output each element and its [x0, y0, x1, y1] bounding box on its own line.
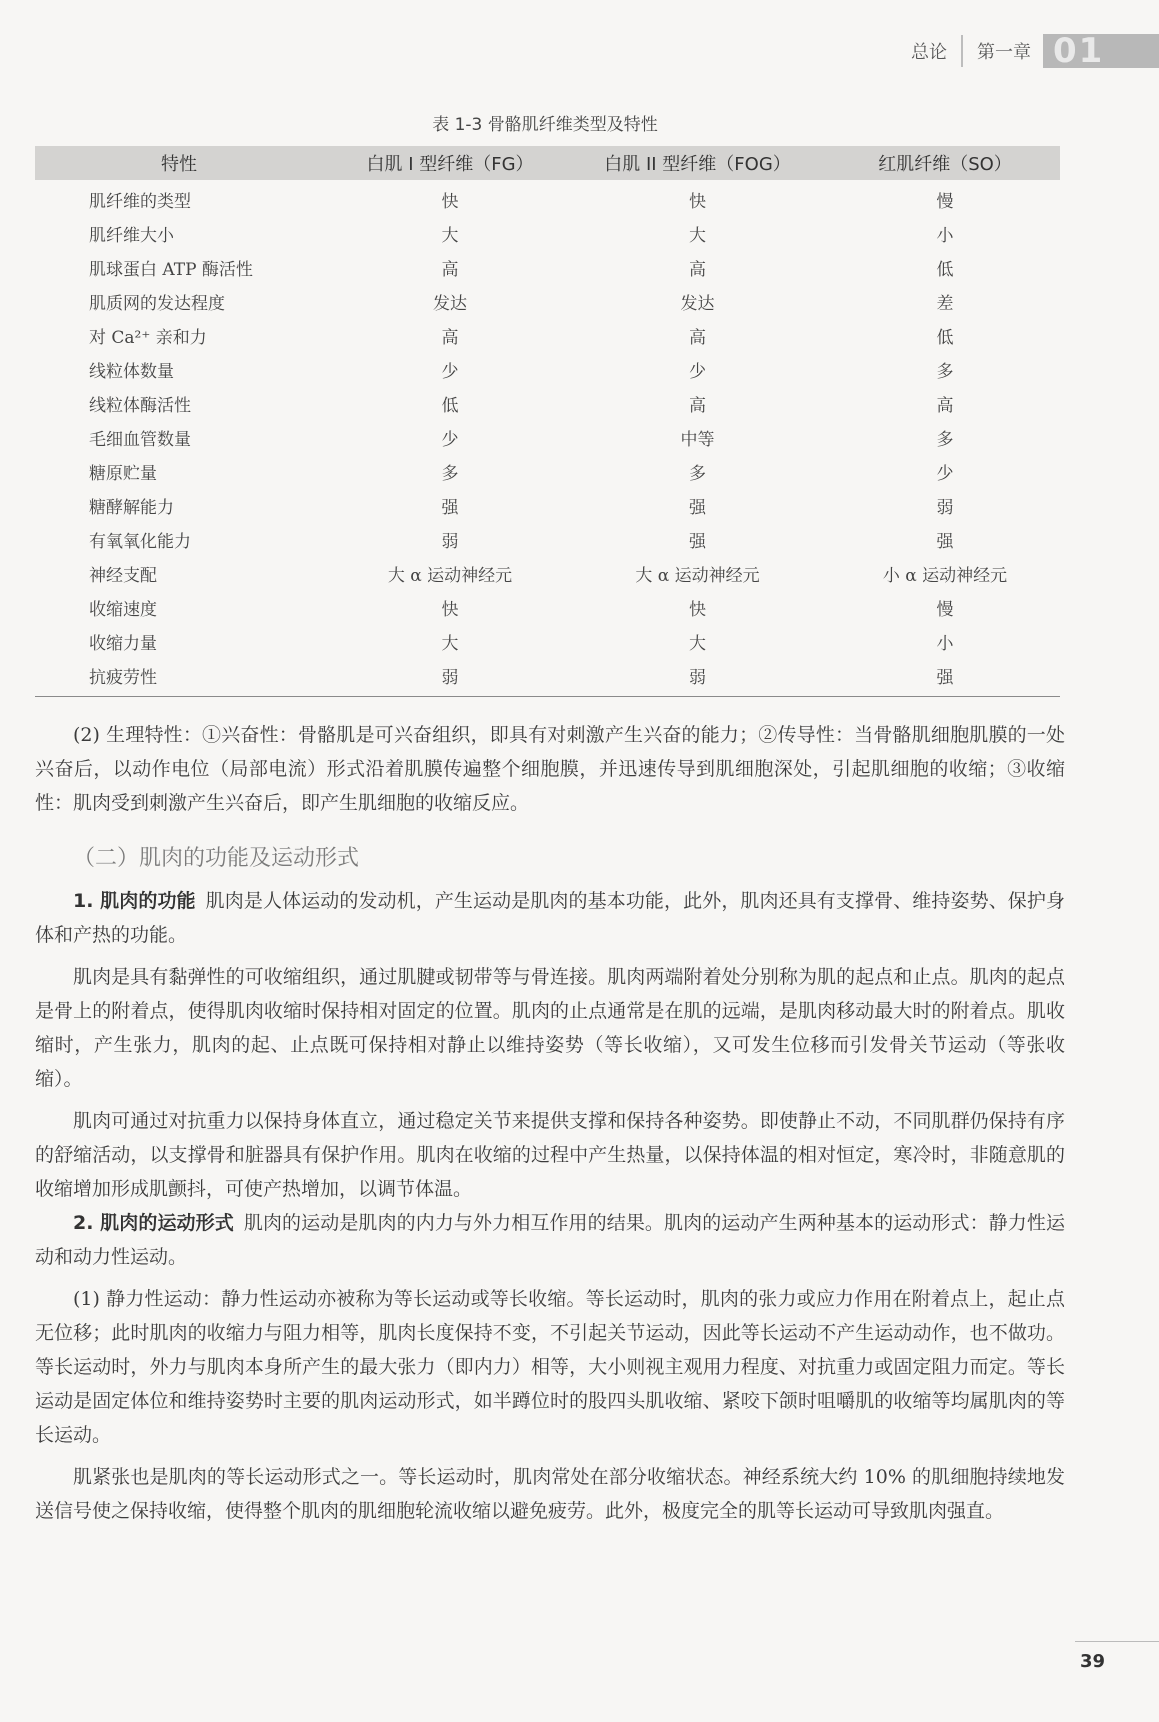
paragraph-static-movement: (1) 静力性运动：静力性运动亦被称为等长运动或等长收缩。等长运动时，肌肉的张力或应力作用在附着点上，起止点无位移；此时肌肉的收缩力与阻力相等，肌肉长度保持不变，不引起关节运动，因此等长运动不产生运动动作，也不做功。等长运动时，外力与肌肉本身所产生的最大张力（即内力）相等，大小则视主观用力程度、对抗重力或固定阻力而定。等长运动是固定体位和维持姿势时主要的肌肉运动形式，如半蹲位时的股四头肌收缩、紧咬下颌时咀嚼肌的收缩等均属肌肉的等长运动。	[35, 1288, 1065, 1446]
table-cell: 多	[689, 463, 706, 484]
table-cell: 低	[936, 259, 954, 280]
table-cell: 中等	[680, 429, 715, 450]
table-cell: 大	[689, 225, 706, 246]
table-cell: 肌球蛋白 ATP 酶活性	[89, 259, 253, 280]
table-row	[35, 420, 1060, 454]
table-cell: 高	[441, 327, 459, 348]
table-cell: 强	[936, 667, 954, 688]
table-cell: 线粒体数量	[89, 361, 174, 382]
table-cell: 慢	[936, 599, 954, 620]
table-row	[35, 624, 1060, 658]
table-header-cell: 白肌 I 型纤维（FG）	[366, 154, 534, 175]
subsection-title-movement: 2. 肌肉的运动形式	[73, 1212, 234, 1234]
table-cell: 发达	[680, 293, 715, 314]
header-divider	[961, 35, 963, 67]
table-cell: 少	[689, 361, 706, 382]
table-caption: 表 1-3 骨骼肌纤维类型及特性	[432, 115, 658, 135]
table-cell: 少	[441, 361, 459, 382]
table-cell: 发达	[433, 293, 467, 314]
table-row	[35, 454, 1060, 488]
table-cell: 肌质网的发达程度	[89, 293, 225, 314]
table-cell: 多	[441, 463, 459, 484]
table-cell: 弱	[689, 667, 706, 688]
paragraph-gravity: 肌肉可通过对抗重力以保持身体直立，通过稳定关节来提供支撑和保持各种姿势。即使静止不动，不同肌群仍保持有序的舒缩活动，以支撑骨和脏器具有保护作用。肌肉在收缩的过程中产生热量，以保持体温的相对恒定，寒冷时，非随意肌的收缩增加形成肌颤抖，可使产热增加，以调节体温。	[35, 1110, 1065, 1200]
table-cell: 小 α 运动神经元	[882, 565, 1008, 586]
table-row	[35, 284, 1060, 318]
table-cell: 弱	[936, 497, 954, 518]
table-row	[35, 216, 1060, 250]
running-header	[911, 31, 1159, 71]
table-row	[35, 182, 1060, 216]
table-cell: 收缩速度	[89, 599, 157, 620]
table-cell: 糖酵解能力	[89, 497, 174, 518]
paragraph-viscoelastic: 肌肉是具有黏弹性的可收缩组织，通过肌腱或韧带等与骨连接。肌肉两端附着处分别称为肌的起点和止点。肌肉的起点是骨上的附着点，使得肌肉收缩时保持相对固定的位置。肌肉的止点通常是在肌的远端，是肌肉移动最大时的附着点。肌收缩时，产生张力，肌肉的起、止点既可保持相对静止以维持姿势（等长收缩），又可发生位移而引发骨关节运动（等张收缩）。	[35, 966, 1065, 1090]
table-cell: 少	[936, 463, 954, 484]
paragraph-muscle-function	[35, 884, 1065, 952]
table-cell: 强	[936, 531, 954, 552]
paragraph-text: 肌肉的运动是肌肉的内力与外力相互作用的结果。肌肉的运动产生两种基本的运动形式：静力性运动和动力性运动。	[35, 1212, 1065, 1268]
table-header-row	[35, 146, 1060, 180]
table-cell: 慢	[936, 191, 954, 212]
paragraph-muscle-tension: 肌紧张也是肌肉的等长运动形式之一。等长运动时，肌肉常处在部分收缩状态。神经系统大约 10% 的肌细胞持续地发送信号使之保持收缩，使得整个肌肉的肌细胞轮流收缩以避免疲劳。此外，极度完全的肌等长运动可导致肌肉强直。	[35, 1466, 1065, 1522]
table-cell: 大	[689, 633, 706, 654]
table-cell: 小	[936, 225, 954, 246]
table-cell: 弱	[441, 531, 459, 552]
table-cell: 差	[936, 293, 954, 314]
table-cell: 对 Ca²⁺ 亲和力	[89, 327, 207, 348]
table-row	[35, 352, 1060, 386]
table-body	[35, 180, 1060, 697]
table-row	[35, 488, 1060, 522]
table-row	[35, 318, 1060, 352]
table-row	[35, 250, 1060, 284]
paragraph-movement-forms	[35, 1206, 1065, 1274]
paragraph-physiological-properties: (2) 生理特性：①兴奋性：骨骼肌是可兴奋组织，即具有对刺激产生兴奋的能力；②传导性：当骨骼肌细胞肌膜的一处兴奋后，以动作电位（局部电流）形式沿着肌膜传遍整个细胞膜，并迅速传导到肌细胞深处，引起肌细胞的收缩；③收缩性：肌肉受到刺激产生兴奋后，即产生肌细胞的收缩反应。	[35, 724, 1065, 814]
table-cell: 糖原贮量	[89, 463, 157, 484]
table-cell: 高	[936, 395, 954, 416]
table-cell: 毛细血管数量	[89, 429, 191, 450]
table-cell: 高	[689, 327, 706, 348]
table-cell: 少	[441, 429, 459, 450]
table-cell: 强	[689, 497, 706, 518]
table-row	[35, 590, 1060, 624]
table-cell: 高	[689, 395, 706, 416]
table-cell: 低	[441, 395, 459, 416]
table-cell: 快	[441, 191, 459, 212]
table-cell: 有氧氧化能力	[89, 531, 191, 552]
body-text	[35, 718, 1065, 1528]
table-cell: 大	[441, 225, 459, 246]
table-cell: 快	[689, 191, 706, 212]
table-cell: 大	[441, 633, 459, 654]
page-number: 39	[1080, 1651, 1106, 1672]
chapter-number-badge: 01	[1043, 34, 1159, 68]
table-cell: 肌纤维大小	[89, 225, 174, 246]
fiber-type-table	[35, 146, 1060, 697]
table-cell: 快	[441, 599, 459, 620]
table-cell: 大 α 运动神经元	[387, 565, 513, 586]
table-row	[35, 386, 1060, 420]
table-cell: 大 α 运动神经元	[635, 565, 760, 586]
table-cell: 多	[936, 361, 954, 382]
table-header-cell: 特性	[161, 154, 197, 175]
table-cell: 低	[936, 327, 954, 348]
table-cell: 快	[689, 599, 706, 620]
table-cell: 弱	[441, 667, 459, 688]
table-cell: 肌纤维的类型	[89, 191, 191, 212]
table-cell: 多	[936, 429, 954, 450]
table-cell: 线粒体酶活性	[89, 395, 191, 416]
footer-rule	[1075, 1641, 1159, 1642]
table-cell: 强	[441, 497, 459, 518]
table-cell: 高	[689, 259, 706, 280]
table-cell: 强	[689, 531, 706, 552]
table-cell: 高	[441, 259, 459, 280]
paragraph-text: 肌肉是人体运动的发动机，产生运动是肌肉的基本功能，此外，肌肉还具有支撑骨、维持姿势、保护身体和产热的功能。	[35, 890, 1065, 946]
section-heading: （二）肌肉的功能及运动形式	[73, 846, 360, 871]
header-chapter-title: 第一章	[977, 42, 1031, 63]
table-row	[35, 556, 1060, 590]
table-row	[35, 658, 1060, 692]
table-cell: 小	[936, 633, 954, 654]
table-cell: 收缩力量	[89, 633, 157, 654]
table-header-cell: 红肌纤维（SO）	[878, 154, 1012, 175]
table-row	[35, 522, 1060, 556]
header-section-title: 总论	[911, 42, 947, 63]
subsection-title-function: 1. 肌肉的功能	[73, 890, 196, 912]
table-cell: 神经支配	[89, 565, 157, 586]
table-header-cell: 白肌 II 型纤维（FOG）	[604, 154, 791, 175]
table-cell: 抗疲劳性	[89, 667, 157, 688]
